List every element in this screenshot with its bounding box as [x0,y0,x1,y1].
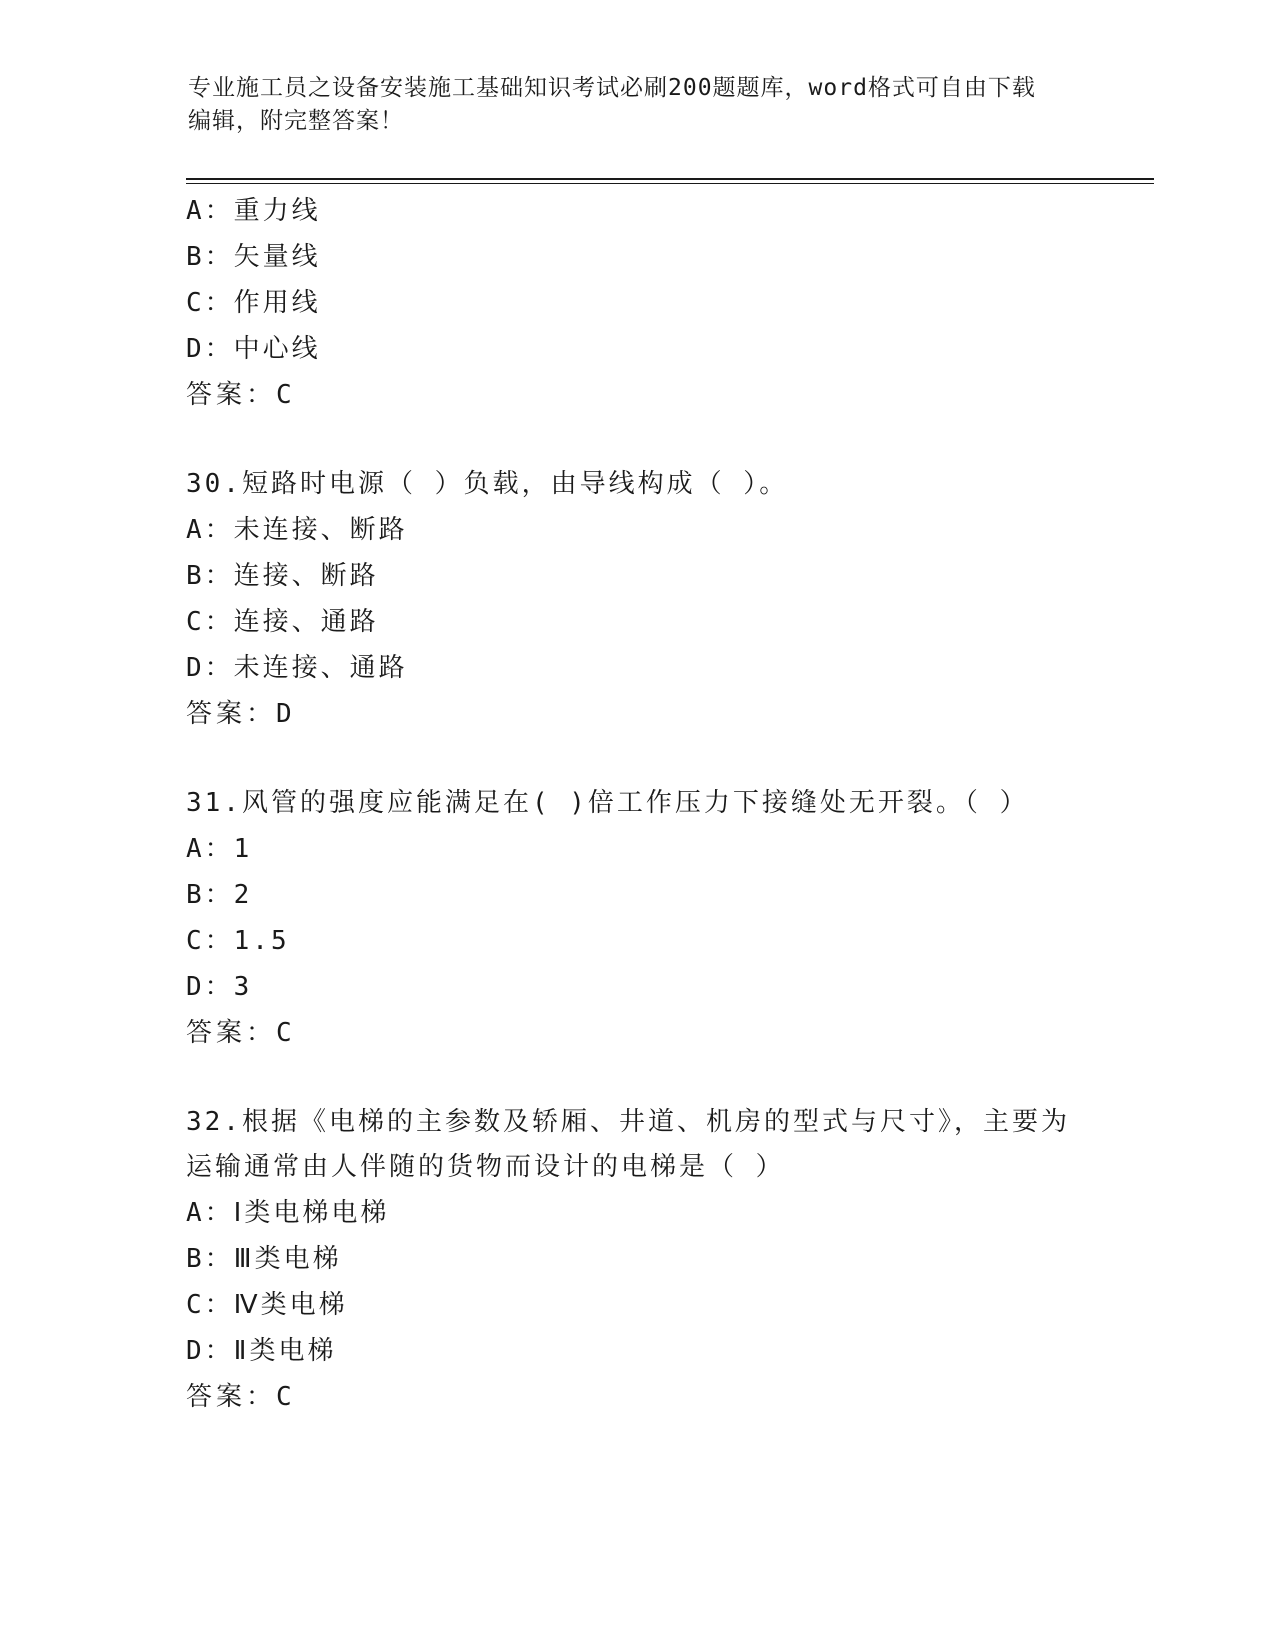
question-text-line-1: 32.根据《电梯的主参数及轿厢、井道、机房的型式与尺寸》，主要为 [186,1107,1070,1137]
answer-label: 答案： [186,699,277,729]
header-divider-thin [186,183,1154,184]
question-text-line-2: 运输通常由人伴随的货物而设计的电梯是（ ） [186,1152,785,1182]
header-divider-thick [186,178,1154,180]
question-31-block [186,781,1086,1056]
answer-value: C [276,380,293,410]
answer-label: 答案： [186,1018,277,1048]
spacer [186,1056,1086,1100]
option-a: A：Ⅰ类电梯电梯 [186,1198,390,1228]
answer-value: C [276,1382,293,1412]
option-d: D：3 [186,972,253,1002]
option-c: C：Ⅳ类电梯 [186,1290,348,1320]
question-text: 31.风管的强度应能满足在( )倍工作压力下接缝处无开裂。（ ） [186,788,1029,818]
option-d: D：Ⅱ类电梯 [186,1336,337,1366]
question-29-block [186,188,1086,418]
option-c: C：1.5 [186,926,290,956]
option-b: B：矢量线 [186,242,321,272]
option-a: A：未连接、断路 [186,515,408,545]
document-header [188,72,1088,138]
option-b: B：连接、断路 [186,561,379,591]
question-30-block [186,462,1086,737]
answer-line [186,691,1086,737]
question-list [186,188,1086,1420]
option-d: D：未连接、通路 [186,653,408,683]
answer-value: C [276,1018,293,1048]
spacer [186,737,1086,781]
answer-label: 答案： [186,1382,277,1412]
option-d: D：中心线 [186,334,321,364]
option-c: C：作用线 [186,288,321,318]
question-text: 30.短路时电源（ ）负载，由导线构成（ ）。 [186,469,789,499]
answer-label: 答案： [186,380,277,410]
answer-line [186,372,1086,418]
answer-line [186,1010,1086,1056]
option-b: B：Ⅲ类电梯 [186,1244,342,1274]
spacer [186,418,1086,462]
option-a: A：重力线 [186,196,321,226]
option-c: C：连接、通路 [186,607,379,637]
answer-value: D [276,699,293,729]
option-b: B：2 [186,880,253,910]
header-line-1: 专业施工员之设备安装施工基础知识考试必刷200题题库，word格式可自由下载 [188,75,1036,101]
question-32-block [186,1100,1086,1420]
option-a: A：1 [186,834,253,864]
header-line-2: 编辑，附完整答案！ [188,108,404,134]
answer-line [186,1374,1086,1420]
